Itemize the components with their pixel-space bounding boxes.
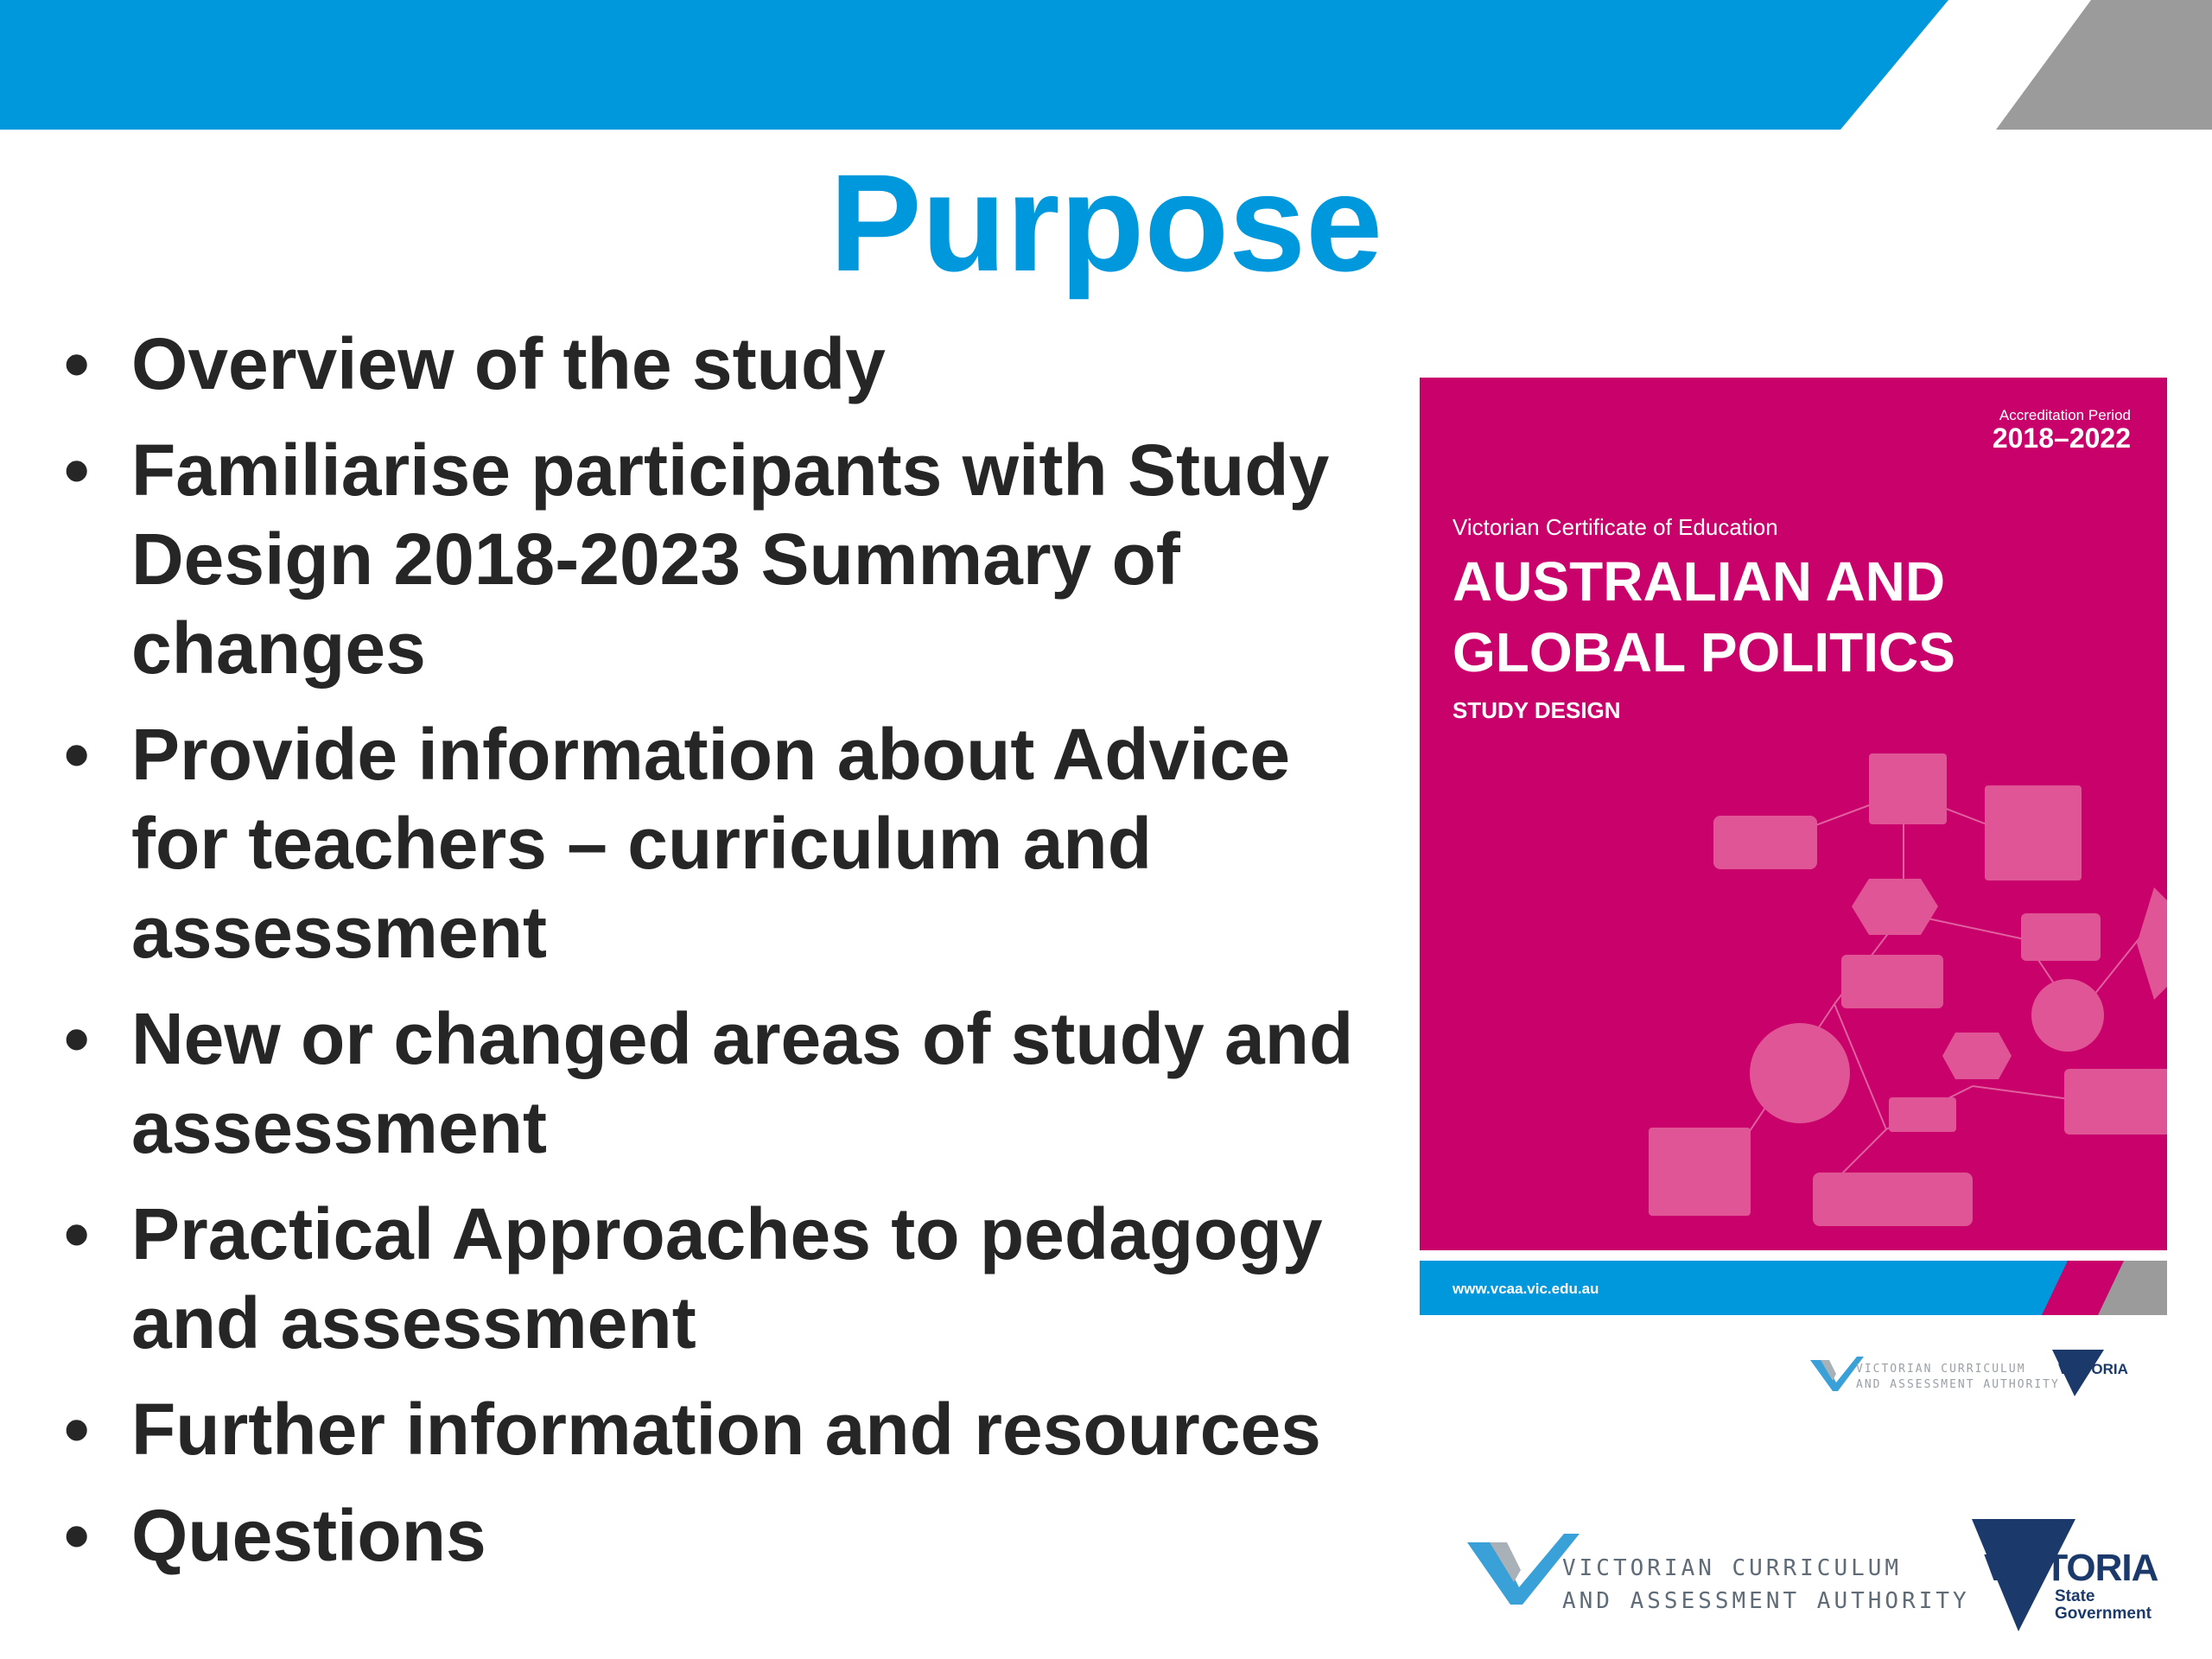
vcaa-line2: AND ASSESSMENT AUTHORITY <box>1562 1588 1970 1614</box>
cover-url: www.vcaa.vic.edu.au <box>1452 1281 1599 1297</box>
bullet-text: Provide information about Advice for teachers – curriculum and assessment <box>131 714 1291 973</box>
small-vcaa-wordmark <box>1856 1362 2060 1393</box>
small-vcaa-line1: VICTORIAN CURRICULUM <box>1856 1363 2026 1376</box>
bullet-item <box>60 995 1374 1173</box>
bullet-item <box>60 710 1374 977</box>
bullet-text: Questions <box>131 1495 486 1576</box>
cover-certificate-label: Victorian Certificate of Education <box>1452 514 1778 540</box>
top-banner <box>0 0 2212 130</box>
small-victoria-wordmark: VICTORIA <box>2058 1361 2128 1377</box>
cover-grey-tab <box>2098 1261 2167 1315</box>
network-shapes <box>1649 753 2167 1226</box>
bullet-item <box>60 1491 1374 1580</box>
vcaa-line1: VICTORIAN CURRICULUM <box>1562 1555 1903 1581</box>
bullet-glyph: • <box>64 1389 90 1470</box>
slide-title: Purpose <box>829 145 1383 300</box>
banner-blue-bar <box>0 0 1948 130</box>
bullet-text: New or changed areas of study and assessment <box>131 998 1354 1168</box>
cover-subtitle: STUDY DESIGN <box>1452 697 1621 723</box>
cover-title: AUSTRALIAN AND GLOBAL POLITICS <box>1452 550 1955 683</box>
banner-grey-tab <box>1996 0 2212 130</box>
accreditation-label: Accreditation Period <box>1999 407 2131 423</box>
vcaa-wordmark <box>1562 1552 1970 1618</box>
victoria-sub-line1: State <box>2055 1587 2095 1605</box>
victoria-sub-line2: Government <box>2055 1605 2152 1623</box>
bullet-glyph: • <box>64 1193 90 1274</box>
bullet-item <box>60 1190 1374 1368</box>
bullet-list <box>60 320 1374 1598</box>
bullet-item <box>60 1385 1374 1474</box>
small-vcaa-line2: AND ASSESSMENT AUTHORITY <box>1856 1378 2060 1391</box>
study-design-cover-image <box>1420 378 2167 1315</box>
cover-white-rule <box>1420 1250 2167 1261</box>
bullet-item <box>60 320 1374 409</box>
bullet-text: Overview of the study <box>131 323 886 404</box>
bullet-glyph: • <box>64 429 90 511</box>
bullet-glyph: • <box>64 1495 90 1576</box>
bullet-text: Familiarise participants with Study Design 2018-2023 Summary of changes <box>131 429 1330 689</box>
bullet-glyph: • <box>64 714 90 795</box>
victoria-wordmark: VICTORIA <box>1984 1547 2158 1589</box>
bullet-glyph: • <box>64 998 90 1079</box>
bullet-text: Practical Approaches to pedagogy and assessment <box>131 1193 1323 1363</box>
accreditation-period: 2018–2022 <box>1992 423 2131 454</box>
bullet-text: Further information and resources <box>131 1389 1321 1470</box>
bullet-glyph: • <box>64 323 90 404</box>
bullet-item <box>60 426 1374 693</box>
victoria-subtitle <box>2055 1588 2152 1623</box>
